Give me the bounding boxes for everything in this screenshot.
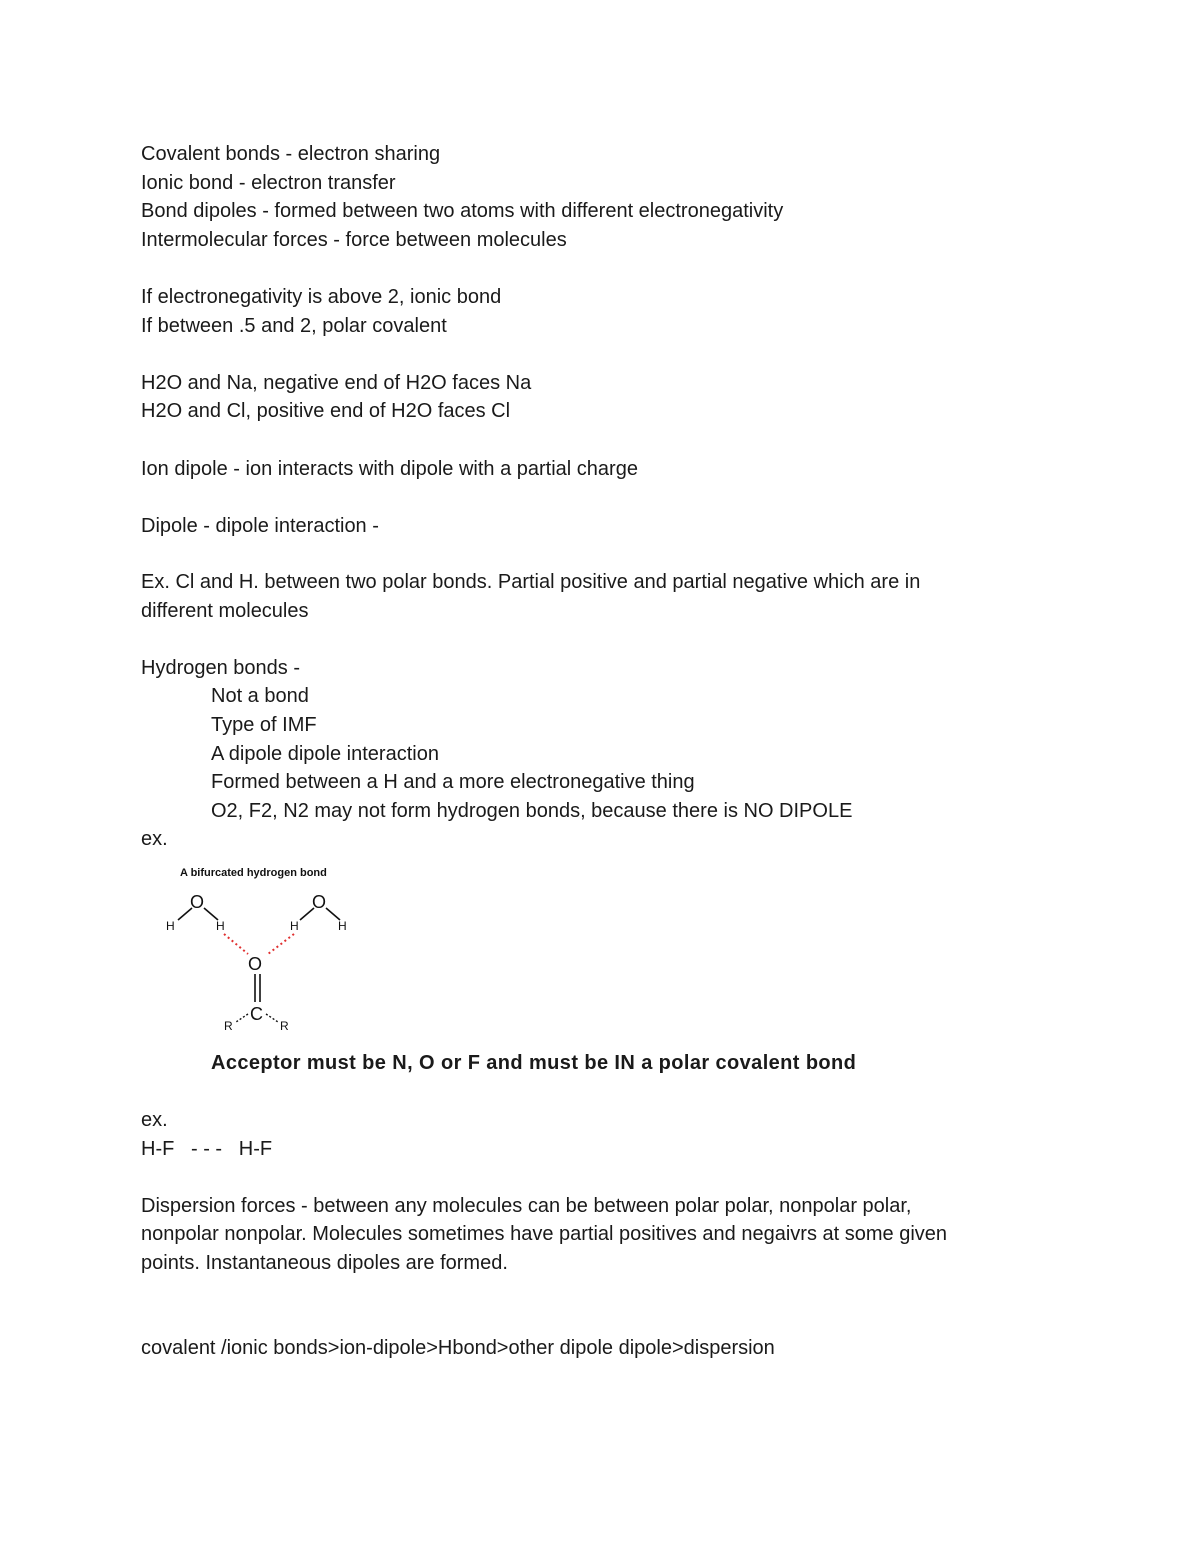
text-line: Covalent bonds - electron sharing [141,143,441,165]
text-line: ex. [141,1109,168,1131]
text-line: Ionic bond - electron transfer [141,172,396,194]
oxygen-atom: O [248,954,263,974]
text-line: Bond dipoles - formed between two atoms with different electronegativity [141,200,784,222]
r-group: R [224,1019,233,1033]
list-item: O2, F2, N2 may not form hydrogen bonds, because there is NO DIPOLE [211,800,853,822]
text-line: If electronegativity is above 2, ionic bond [141,286,502,308]
list-item: Formed between a H and a more electronegative thing [211,771,695,793]
bifurcated-hydrogen-bond-figure [160,862,360,1042]
text-line: Dipole - dipole interaction - [141,515,379,537]
text-line: nonpolar nonpolar. Molecules sometimes have partial positives and negaivrs at some given [141,1223,948,1245]
acceptor-rule: Acceptor must be N, O or F and must be IN a polar covalent bond [211,1052,857,1074]
list-item: Not a bond [211,685,309,707]
text-line: H2O and Na, negative end of H2O faces Na [141,372,532,394]
text-line: Dispersion forces - between any molecules can be between polar polar, nonpolar polar, [141,1195,912,1217]
text-line: different molecules [141,600,309,622]
text-line: ex. [141,828,168,850]
hydrogen-atom: H [338,919,347,933]
r-group: R [280,1019,289,1033]
text-line: Ion dipole - ion interacts with dipole with a partial charge [141,458,638,480]
text-line: Intermolecular forces - force between molecules [141,229,567,251]
oxygen-atom: O [312,892,327,912]
section-heading: Hydrogen bonds - [141,657,300,679]
hydrogen-atom: H [216,919,225,933]
strength-order: covalent /ionic bonds>ion-dipole>Hbond>other dipole dipole>dispersion [141,1337,775,1359]
text-line: Ex. Cl and H. between two polar bonds. Partial positive and partial negative which are in [141,571,921,593]
text-line: points. Instantaneous dipoles are formed. [141,1252,508,1274]
figure-title: A bifurcated hydrogen bond [180,867,327,879]
oxygen-atom: O [190,892,205,912]
text-line: H-F - - - H-F [141,1138,273,1160]
text-line: If between .5 and 2, polar covalent [141,315,447,337]
text-line: H2O and Cl, positive end of H2O faces Cl [141,400,511,422]
molecule-diagram [160,862,360,1042]
hydrogen-atom: H [166,919,175,933]
list-item: Type of IMF [211,714,317,736]
hydrogen-atom: H [290,919,299,933]
list-item: A dipole dipole interaction [211,743,439,765]
carbon-atom: C [250,1004,263,1024]
